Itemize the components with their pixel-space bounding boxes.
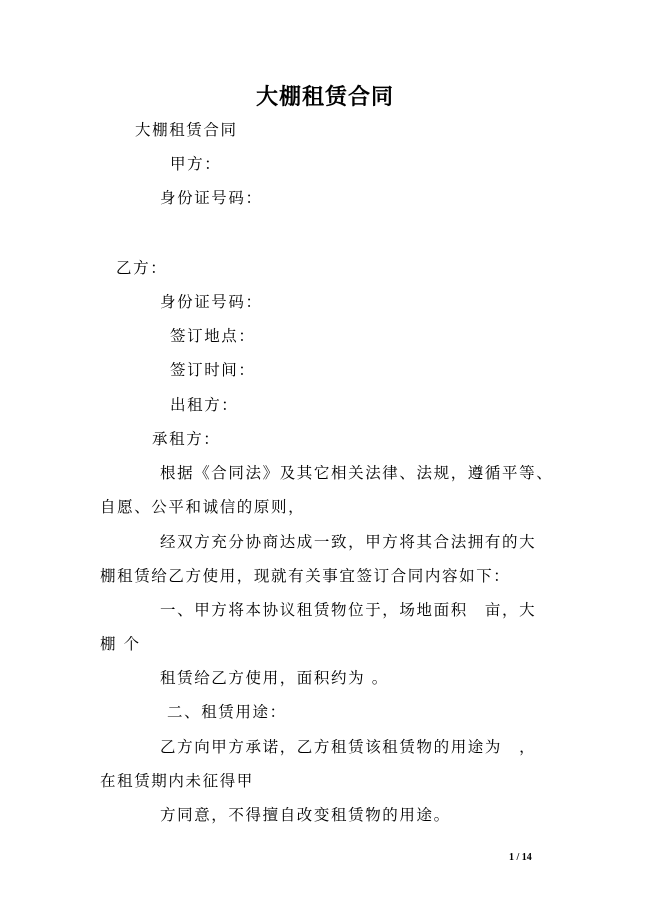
lessor-label: 出租方： xyxy=(170,396,239,414)
paragraph-line: 租赁给乙方使用，面积约为 。 xyxy=(160,669,389,687)
paragraph-line: 棚租赁给乙方使用，现就有关事宜签订合同内容如下： xyxy=(100,567,511,585)
paragraph-line: 根据《合同法》及其它相关法律、法规，遵循平等、 xyxy=(160,464,554,482)
signing-time-label: 签订时间： xyxy=(170,361,256,379)
party-b-id-label: 身份证号码： xyxy=(160,293,263,311)
paragraph-line: 在租赁期内未征得甲 xyxy=(100,772,254,790)
lessee-label: 承租方： xyxy=(152,430,221,448)
document-title: 大棚租赁合同 xyxy=(255,84,394,110)
page-number: 1 / 14 xyxy=(509,852,532,863)
paragraph-line: 一、甲方将本协议租赁物位于，场地面积 亩，大 xyxy=(160,601,537,619)
paragraph-line: 方同意，不得擅自改变租赁物的用途。 xyxy=(160,806,451,824)
section-heading: 二、租赁用途： xyxy=(167,703,287,721)
heading-repeat: 大棚租赁合同 xyxy=(135,121,238,139)
party-a-id-label: 身份证号码： xyxy=(160,189,263,207)
paragraph-line: 经双方充分协商达成一致，甲方将其合法拥有的大 xyxy=(160,533,537,551)
signing-place-label: 签订地点： xyxy=(170,327,256,345)
paragraph-line: 棚 个 xyxy=(100,635,141,653)
party-b-label: 乙方： xyxy=(116,259,168,277)
paragraph-line: 自愿、公平和诚信的原则， xyxy=(100,498,306,516)
party-a-label: 甲方： xyxy=(170,155,222,173)
paragraph-line: 乙方向甲方承诺，乙方租赁该租赁物的用途为 ， xyxy=(160,738,537,756)
